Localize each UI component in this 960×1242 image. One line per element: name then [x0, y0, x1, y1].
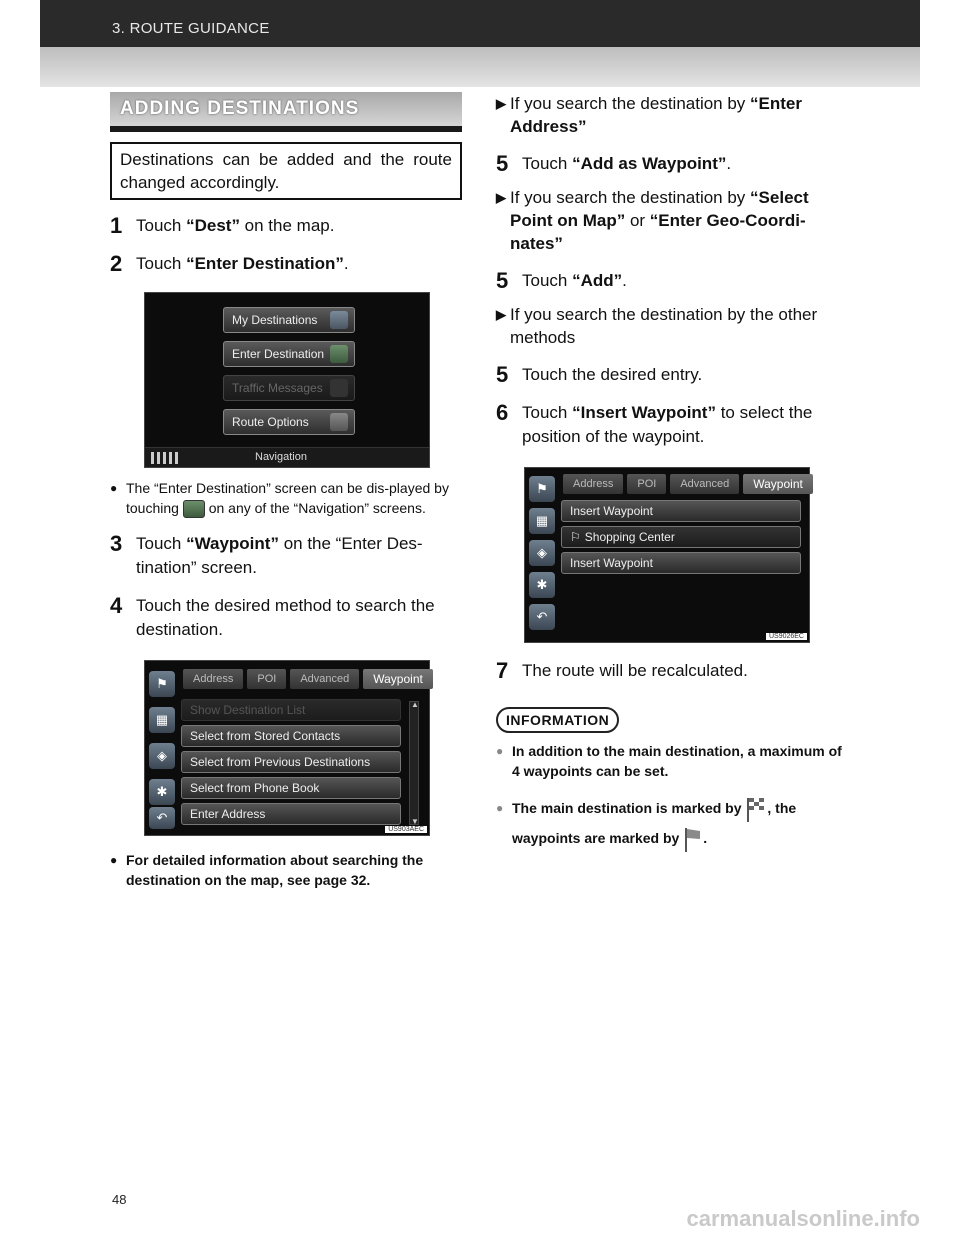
bullet-dot: ● — [110, 853, 118, 868]
step-7 — [496, 659, 846, 683]
info-text: In addition to the main destination, a maximum of 4 waypoints can be set. — [512, 743, 842, 779]
watermark: carmanualsonline.info — [686, 1206, 920, 1231]
flag-icon — [330, 311, 348, 329]
step-text: Touch the desired method to search the destination. — [136, 596, 435, 640]
signal-icon — [151, 452, 181, 464]
step-text: Touch “Dest” on the map. — [136, 216, 335, 235]
step-number: 5 — [496, 151, 509, 176]
image-code: US903AEC — [385, 826, 427, 833]
right-column — [496, 92, 846, 853]
tab-waypoint[interactable]: Waypoint — [363, 669, 433, 689]
step-number: 7 — [496, 658, 509, 683]
step-text: The route will be recalculated. — [522, 661, 748, 680]
step-text: Touch “Insert Waypoint” to select the position of the waypoint. — [522, 403, 813, 446]
step-text: Touch “Enter Destination”. — [136, 254, 349, 273]
page-number: 48 — [112, 1192, 127, 1207]
case-other-methods: ▶ If you search the destination by the other methods — [496, 305, 818, 347]
tab-address[interactable]: Address — [563, 474, 623, 494]
gear-icon[interactable]: ✱ — [149, 779, 175, 805]
step-5b — [496, 269, 846, 293]
search-tabs — [183, 669, 433, 689]
tab-poi[interactable]: POI — [627, 474, 666, 494]
insert-waypoint-button[interactable]: Insert Waypoint — [561, 500, 801, 522]
step-6 — [496, 401, 846, 449]
insert-waypoint-screen — [524, 467, 810, 643]
flag-icon[interactable]: ⚑ — [529, 476, 555, 502]
tab-poi[interactable]: POI — [247, 669, 286, 689]
tab-address[interactable]: Address — [183, 669, 243, 689]
navigation-screen — [144, 292, 430, 468]
waypoint-entry[interactable]: ⚐ Shopping Center — [561, 526, 801, 548]
gear-icon — [330, 413, 348, 431]
step-number: 5 — [496, 268, 509, 293]
step-text: Touch “Add as Waypoint”. — [522, 154, 732, 173]
scroll-down-icon: ▼ — [411, 817, 419, 827]
info-item — [496, 793, 846, 853]
gear-icon[interactable]: ✱ — [529, 572, 555, 598]
screen-footer-label: Navigation — [255, 451, 307, 463]
case-select-point: ▶ If you search the destination by “Select Point on Map” or “Enter Geo-Coordi-nates” — [496, 188, 809, 253]
route-options-button[interactable]: Route Options — [223, 409, 355, 435]
tab-advanced[interactable]: Advanced — [670, 474, 739, 494]
map-icon[interactable]: ▦ — [149, 707, 175, 733]
scroll-up-icon: ▲ — [411, 700, 419, 710]
back-icon[interactable]: ↶ — [149, 807, 175, 829]
information-badge: INFORMATION — [496, 707, 619, 733]
waypoint-flag-icon — [683, 826, 703, 852]
traffic-messages-button[interactable]: Traffic Messages — [223, 375, 355, 401]
bullet-dot: ● — [496, 801, 504, 815]
traffic-icon[interactable]: ◈ — [529, 540, 555, 566]
case-enter-address: ▶ If you search the destination by “Enter Address” — [496, 94, 803, 136]
bullet-text: For detailed information about searching the destination on the map, see page 32. — [126, 852, 424, 889]
list-item[interactable]: Select from Phone Book — [181, 777, 401, 799]
step-1 — [110, 214, 462, 238]
left-column — [110, 92, 462, 890]
info-text: The main destination is marked by , the waypoints are marked by . — [512, 793, 846, 853]
list-item[interactable]: Select from Stored Contacts — [181, 725, 401, 747]
bullet-text: The “Enter Destination” screen can be dis-played by touching on any of the “Navigation” screens. — [126, 478, 462, 518]
step-number: 3 — [110, 531, 123, 557]
step-number: 2 — [110, 251, 123, 276]
step-5a — [496, 152, 846, 176]
step-number: 4 — [110, 593, 123, 619]
step-5c — [496, 363, 846, 387]
list-item[interactable]: Enter Address — [181, 803, 401, 825]
list-item[interactable]: Show Destination List — [181, 699, 401, 721]
chapter-title: 3. ROUTE GUIDANCE — [112, 20, 270, 37]
arrow-icon: ▶ — [496, 307, 506, 322]
step-number: 1 — [110, 213, 123, 238]
traffic-icon[interactable]: ◈ — [149, 743, 175, 769]
map-icon — [330, 345, 348, 363]
checkered-flag-icon — [745, 796, 767, 822]
bullet-dot: ● — [110, 481, 118, 495]
section-title: ADDING DESTINATIONS — [110, 92, 462, 132]
step-text: Touch the desired entry. — [522, 365, 703, 384]
search-tabs — [563, 474, 813, 494]
header-shade-band — [40, 47, 920, 87]
enter-destination-button[interactable]: Enter Destination — [223, 341, 355, 367]
step-text: Touch “Add”. — [522, 271, 627, 290]
my-destinations-button[interactable]: My Destinations — [223, 307, 355, 333]
poi-icon: ⚐ — [570, 530, 581, 544]
waypoint-method-screen — [144, 660, 430, 836]
bullet-enter-destination — [110, 478, 462, 518]
insert-waypoint-button[interactable]: Insert Waypoint — [561, 552, 801, 574]
tab-waypoint[interactable]: Waypoint — [743, 474, 813, 494]
tab-advanced[interactable]: Advanced — [290, 669, 359, 689]
intro-box: Destinations can be added and the route changed accordingly. — [110, 142, 462, 200]
arrow-icon: ▶ — [496, 190, 506, 205]
step-text: Touch “Waypoint” on the “Enter Des-tination” screen. — [136, 534, 423, 578]
map-icon[interactable]: ▦ — [529, 508, 555, 534]
info-item — [496, 741, 846, 781]
destination-button-icon — [183, 500, 205, 518]
image-code: US9026EC — [766, 633, 807, 640]
screen-footer-bar — [145, 447, 429, 467]
step-number: 5 — [496, 362, 509, 387]
traffic-icon — [330, 379, 348, 397]
back-icon[interactable]: ↶ — [529, 604, 555, 630]
bullet-map-info — [110, 850, 462, 890]
step-number: 6 — [496, 400, 509, 425]
list-item[interactable]: Select from Previous Destinations — [181, 751, 401, 773]
step-3 — [110, 532, 462, 580]
flag-icon[interactable]: ⚑ — [149, 671, 175, 697]
bullet-dot: ● — [496, 744, 504, 758]
chapter-header-band — [40, 0, 920, 47]
arrow-icon: ▶ — [496, 96, 506, 111]
scrollbar[interactable] — [409, 701, 419, 825]
step-2 — [110, 252, 462, 276]
step-4 — [110, 594, 462, 642]
